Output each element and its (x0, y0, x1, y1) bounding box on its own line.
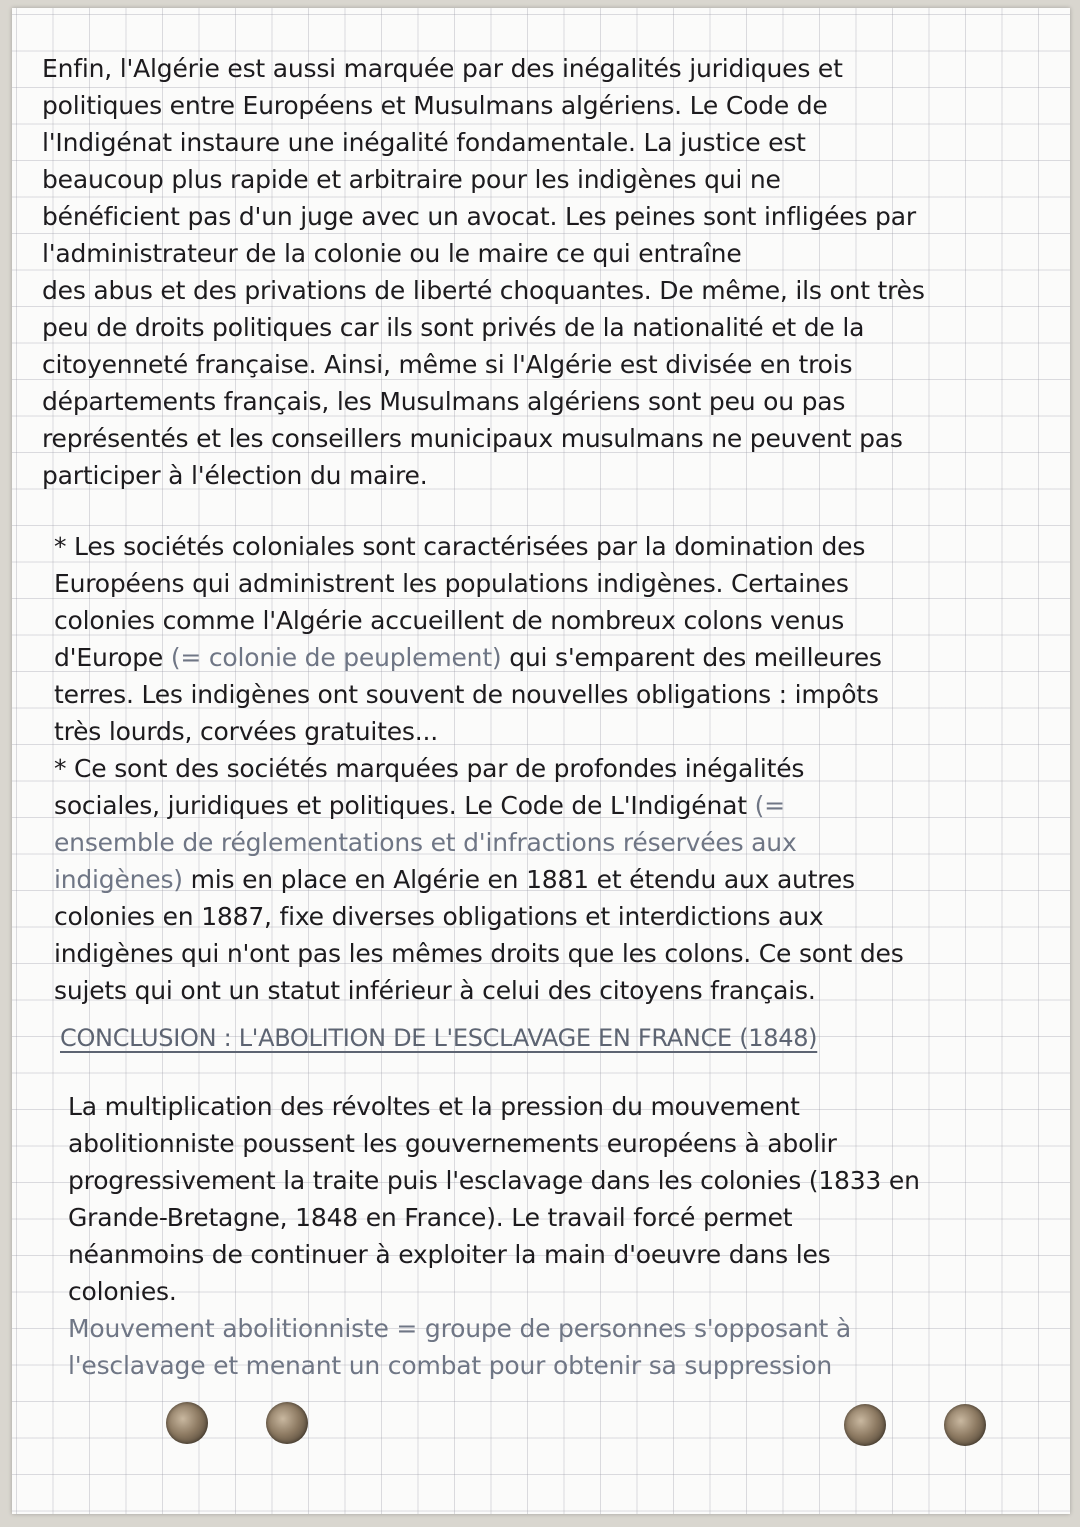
bullet-2-line (54, 787, 904, 824)
intro-line: représentés et les conseillers municipaux musulmans ne peuvent pas (42, 424, 903, 453)
punch-hole (266, 1402, 308, 1444)
definition-code-indigenat: (= (754, 791, 785, 820)
definition-code-indigenat: indigènes) (54, 865, 183, 894)
notebook-page (12, 8, 1070, 1514)
definition-line: Mouvement abolitionniste = groupe de personnes s'opposant à (68, 1314, 852, 1343)
intro-line: bénéficient pas d'un juge avec un avocat. Les peines sont infligées par (42, 202, 916, 231)
bullet-2-line: colonies en 1887, fixe diverses obligations et interdictions aux (54, 902, 824, 931)
conclusion-heading: CONCLUSION : L'ABOLITION DE L'ESCLAVAGE EN FRANCE (1848) (60, 1024, 818, 1052)
intro-line: politiques entre Européens et Musulmans algériens. Le Code de (42, 91, 828, 120)
bullet-2-line: sujets qui ont un statut inférieur à celui des citoyens français. (54, 976, 816, 1005)
intro-line: beaucoup plus rapide et arbitraire pour les indigènes qui ne (42, 165, 781, 194)
intro-line: peu de droits politiques car ils sont privés de la nationalité et de la (42, 313, 865, 342)
conclusion-line: progressivement la traite puis l'esclavage dans les colonies (1833 en (68, 1166, 920, 1195)
conclusion-line: abolitionniste poussent les gouvernements européens à abolir (68, 1129, 837, 1158)
intro-line: citoyenneté française. Ainsi, même si l'Algérie est divisée en trois (42, 350, 853, 379)
bullet-text: mis en place en Algérie en 1881 et étendu aux autres (182, 865, 855, 894)
bullet-1-line: Européens qui administrent les populations indigènes. Certaines (54, 569, 849, 598)
conclusion-line: colonies. (68, 1277, 177, 1306)
bullet-1-line: colonies comme l'Algérie accueillent de nombreux colons venus (54, 606, 845, 635)
summary-bullets (54, 528, 904, 1009)
intro-line: Enfin, l'Algérie est aussi marquée par des inégalités juridiques et (42, 54, 843, 83)
intro-line: l'administrateur de la colonie ou le maire ce qui entraîne (42, 239, 742, 268)
definition-colonie-de-peuplement: (= colonie de peuplement) (170, 643, 502, 672)
definition-code-indigenat: ensemble de réglementations et d'infractions réservées aux (54, 828, 797, 857)
bullet-text: qui s'emparent des meilleures (501, 643, 882, 672)
punch-hole (944, 1404, 986, 1446)
intro-line: des abus et des privations de liberté choquantes. De même, ils ont très (42, 276, 925, 305)
punch-hole (166, 1402, 208, 1444)
punch-hole (844, 1404, 886, 1446)
conclusion-line: Grande-Bretagne, 1848 en France). Le travail forcé permet (68, 1203, 793, 1232)
definition-line: l'esclavage et menant un combat pour obtenir sa suppression (68, 1351, 833, 1380)
bullet-text: d'Europe (54, 643, 171, 672)
bullet-1-line (54, 639, 904, 676)
bullet-1-line: terres. Les indigènes ont souvent de nouvelles obligations : impôts (54, 680, 879, 709)
intro-line: participer à l'élection du maire. (42, 461, 428, 490)
bullet-1-line: très lourds, corvées gratuites... (54, 717, 438, 746)
bullet-2-line: * Ce sont des sociétés marquées par de profondes inégalités (54, 754, 805, 783)
bullet-1-line: * Les sociétés coloniales sont caractérisées par la domination des (54, 532, 866, 561)
conclusion-line: néanmoins de continuer à exploiter la main d'oeuvre dans les (68, 1240, 831, 1269)
bullet-text: sociales, juridiques et politiques. Le Code de L'Indigénat (54, 791, 755, 820)
conclusion-paragraph (68, 1088, 920, 1384)
bullet-2-line: indigènes qui n'ont pas les mêmes droits que les colons. Ce sont des (54, 939, 904, 968)
bullet-2-line (54, 861, 904, 898)
intro-line: l'Indigénat instaure une inégalité fondamentale. La justice est (42, 128, 806, 157)
intro-paragraph (42, 50, 925, 494)
intro-line: départements français, les Musulmans algériens sont peu ou pas (42, 387, 846, 416)
conclusion-line: La multiplication des révoltes et la pression du mouvement (68, 1092, 800, 1121)
